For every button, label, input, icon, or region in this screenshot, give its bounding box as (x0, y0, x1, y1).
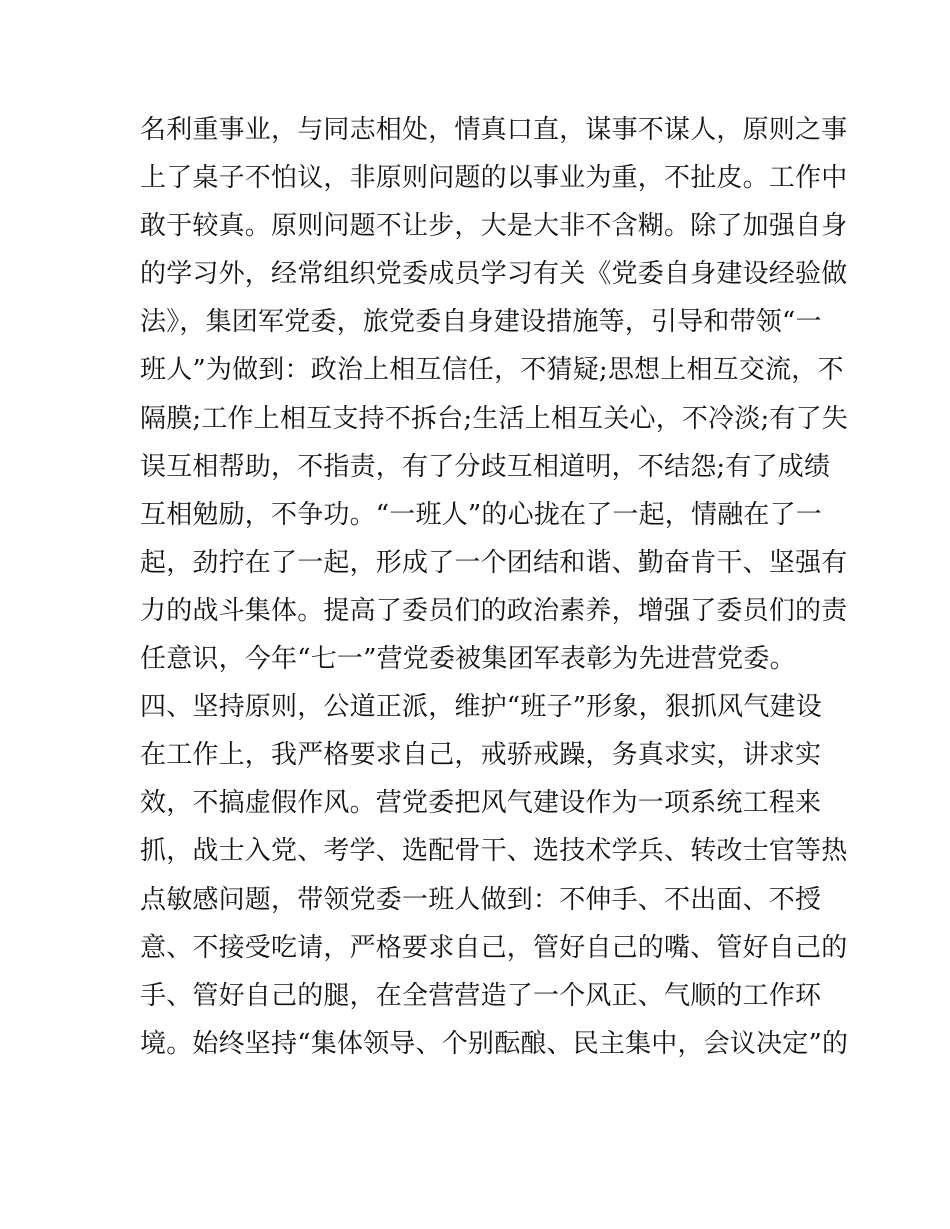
body-text (140, 106, 849, 1068)
text-line: 名利重事业，与同志相处，情真口直，谋事不谋人，原则之事 (140, 115, 848, 145)
text-line: 敢于较真。原则问题不让步，大是大非不含糊。除了加强自身 (140, 211, 848, 242)
text-line: 班人”为做到：政治上相互信任，不猜疑;思想上相互交流，不 (140, 355, 844, 386)
text-line: 抓，战士入党、考学、选配骨干、选技术学兵、转改士官等热 (140, 836, 848, 867)
text-line: 效，不搞虚假作风。营党委把风气建设作为一项系统工程来 (140, 788, 822, 819)
text-line: 上了桌子不怕议，非原则问题的以事业为重，不扯皮。工作中 (140, 163, 848, 194)
text-line: 境。始终坚持“集体领导、个别酝酿、民主集中，会议决定”的 (140, 1028, 849, 1059)
section-heading: 四、坚持原则，公道正派，维护“班子”形象，狠抓风气建设 (140, 692, 822, 723)
text-line: 手、管好自己的腿，在全营营造了一个风正、气顺的工作环 (140, 980, 822, 1011)
text-line: 的学习外，经常组织党委成员学习有关《党委自身建设经验做 (140, 259, 848, 290)
text-line: 互相勉励，不争功。“一班人”的心拢在了一起，情融在了一 (140, 499, 822, 530)
text-line: 意、不接受吃请，严格要求自己，管好自己的嘴、管好自己的 (140, 932, 848, 963)
text-line: 误互相帮助，不指责，有了分歧互相道明，不结怨;有了成绩 (140, 451, 831, 482)
text-line: 法》，集团军党委，旅党委自身建设措施等，引导和带领“一 (140, 307, 822, 338)
text-line: 任意识，今年“七一”营党委被集团军表彰为先进营党委。 (140, 644, 796, 675)
text-line: 点敏感问题，带领党委一班人做到：不伸手、不出面、不授 (140, 884, 822, 915)
text-line: 力的战斗集体。提高了委员们的政治素养，增强了委员们的责 (140, 595, 848, 626)
text-line: 在工作上，我严格要求自己，戒骄戒躁，务真求实，讲求实 (140, 740, 822, 771)
text-line: 起，劲拧在了一起，形成了一个团结和谐、勤奋肯干、坚强有 (140, 547, 848, 578)
text-line: 隔膜;工作上相互支持不拆台;生活上相互关心，不冷淡;有了失 (140, 403, 849, 434)
